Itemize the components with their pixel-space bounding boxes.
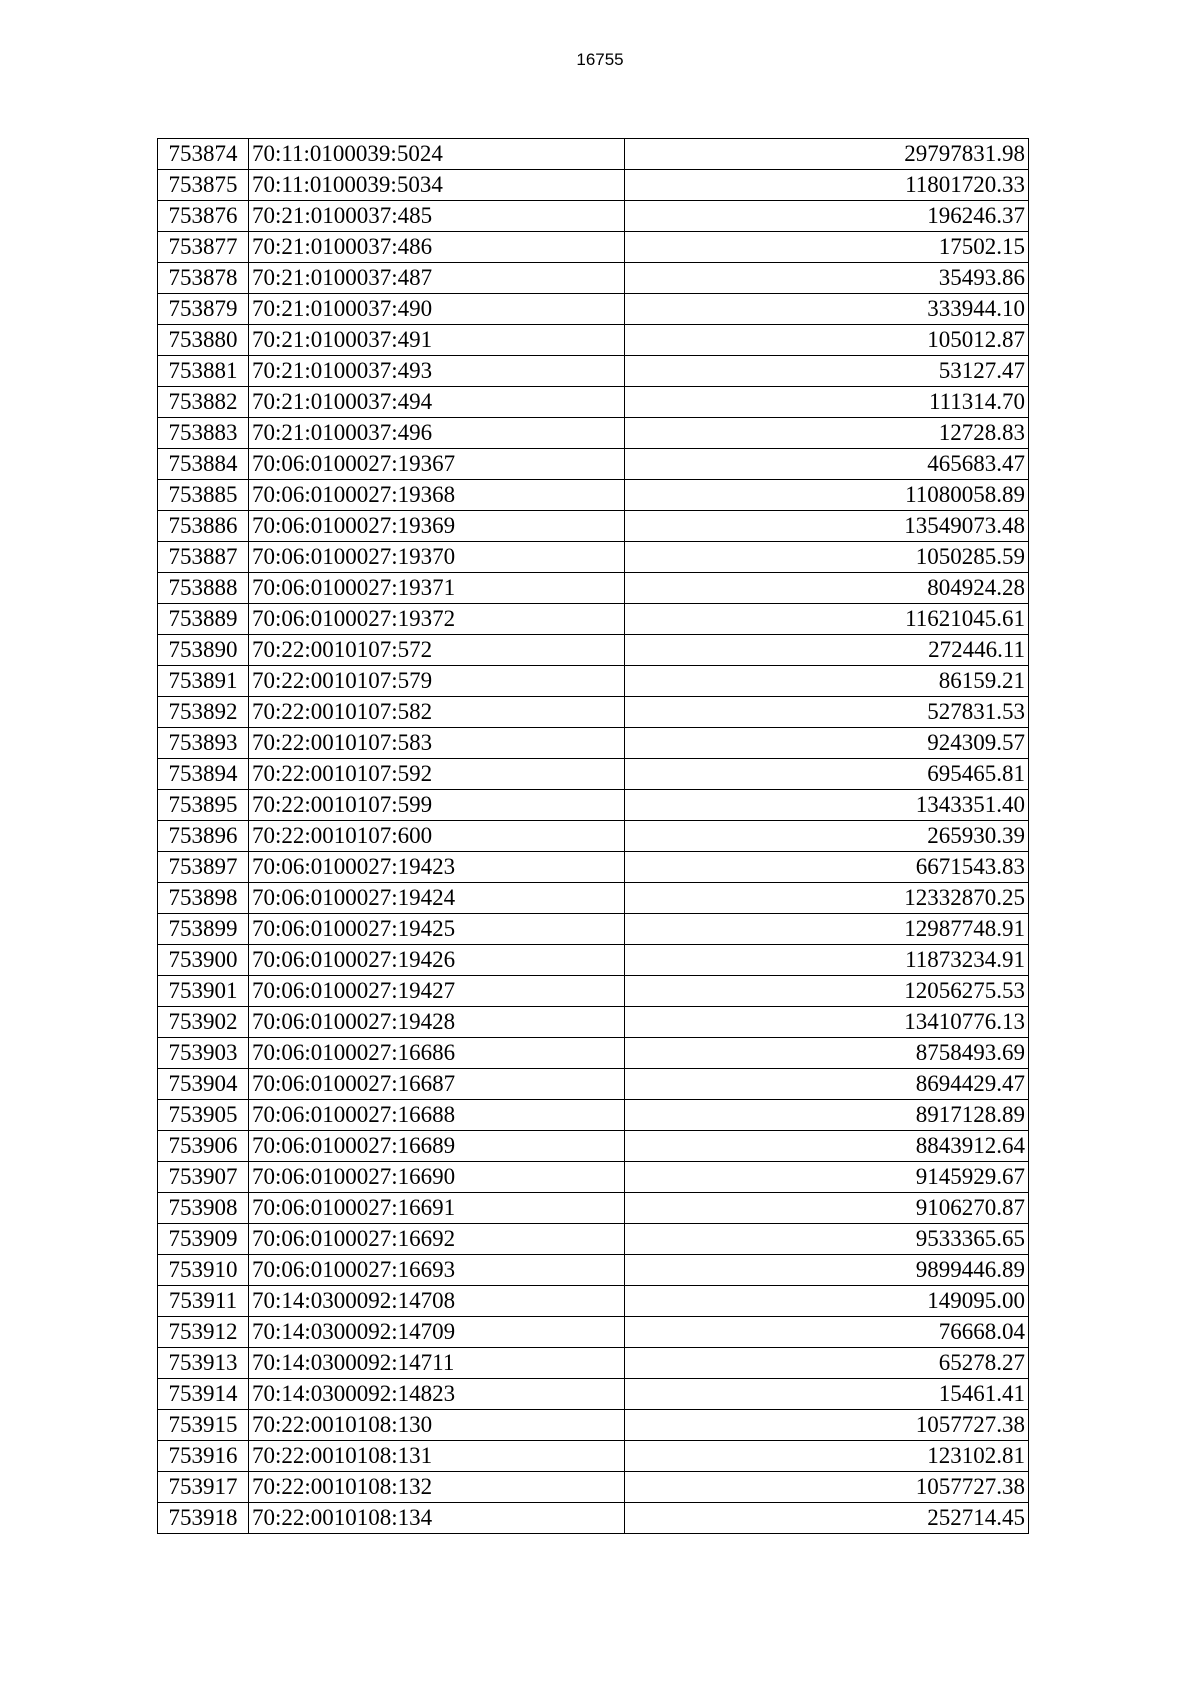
cadastral-number-cell: 70:06:0100027:19367 (249, 449, 625, 480)
cadastral-value-cell: 12332870.25 (625, 883, 1029, 914)
cadastral-number-cell: 70:21:0100037:486 (249, 232, 625, 263)
table-row (158, 1224, 1029, 1255)
cadastral-number-cell: 70:06:0100027:16690 (249, 1162, 625, 1193)
row-number-cell: 753902 (158, 1007, 249, 1038)
cadastral-value-cell: 29797831.98 (625, 139, 1029, 170)
cadastral-value-cell: 1050285.59 (625, 542, 1029, 573)
row-number-cell: 753891 (158, 666, 249, 697)
table-row (158, 604, 1029, 635)
table-row (158, 1131, 1029, 1162)
cadastral-value-cell: 12056275.53 (625, 976, 1029, 1007)
cadastral-value-cell: 11080058.89 (625, 480, 1029, 511)
cadastral-value-cell: 8758493.69 (625, 1038, 1029, 1069)
cadastral-number-cell: 70:21:0100037:491 (249, 325, 625, 356)
row-number-cell: 753888 (158, 573, 249, 604)
table-row (158, 1193, 1029, 1224)
row-number-cell: 753884 (158, 449, 249, 480)
row-number-cell: 753886 (158, 511, 249, 542)
table-row (158, 263, 1029, 294)
cadastral-number-cell: 70:06:0100027:16688 (249, 1100, 625, 1131)
cadastral-number-cell: 70:06:0100027:16692 (249, 1224, 625, 1255)
cadastral-value-cell: 804924.28 (625, 573, 1029, 604)
cadastral-number-cell: 70:21:0100037:490 (249, 294, 625, 325)
cadastral-number-cell: 70:11:0100039:5034 (249, 170, 625, 201)
cadastral-value-cell: 333944.10 (625, 294, 1029, 325)
cadastral-number-cell: 70:06:0100027:19423 (249, 852, 625, 883)
cadastral-value-cell: 8917128.89 (625, 1100, 1029, 1131)
cadastral-value-cell: 35493.86 (625, 263, 1029, 294)
table-row (158, 573, 1029, 604)
table-row (158, 790, 1029, 821)
table-row (158, 1162, 1029, 1193)
table-row (158, 635, 1029, 666)
table-row (158, 1472, 1029, 1503)
row-number-cell: 753883 (158, 418, 249, 449)
row-number-cell: 753913 (158, 1348, 249, 1379)
row-number-cell: 753893 (158, 728, 249, 759)
table-row (158, 1038, 1029, 1069)
cadastral-value-cell: 17502.15 (625, 232, 1029, 263)
cadastral-value-cell: 6671543.83 (625, 852, 1029, 883)
table-row (158, 480, 1029, 511)
cadastral-value-cell: 1057727.38 (625, 1472, 1029, 1503)
cadastral-value-cell: 111314.70 (625, 387, 1029, 418)
table-row (158, 139, 1029, 170)
cadastral-number-cell: 70:14:0300092:14708 (249, 1286, 625, 1317)
table-row (158, 821, 1029, 852)
row-number-cell: 753915 (158, 1410, 249, 1441)
cadastral-number-cell: 70:22:0010108:132 (249, 1472, 625, 1503)
row-number-cell: 753903 (158, 1038, 249, 1069)
row-number-cell: 753887 (158, 542, 249, 573)
table-row (158, 1255, 1029, 1286)
row-number-cell: 753905 (158, 1100, 249, 1131)
cadastral-value-cell: 9106270.87 (625, 1193, 1029, 1224)
cadastral-value-cell: 924309.57 (625, 728, 1029, 759)
cadastral-number-cell: 70:06:0100027:19369 (249, 511, 625, 542)
cadastral-number-cell: 70:06:0100027:19371 (249, 573, 625, 604)
table-row (158, 387, 1029, 418)
cadastral-value-cell: 12987748.91 (625, 914, 1029, 945)
table-row (158, 759, 1029, 790)
row-number-cell: 753878 (158, 263, 249, 294)
cadastral-number-cell: 70:14:0300092:14711 (249, 1348, 625, 1379)
cadastral-number-cell: 70:06:0100027:16693 (249, 1255, 625, 1286)
row-number-cell: 753889 (158, 604, 249, 635)
row-number-cell: 753897 (158, 852, 249, 883)
row-number-cell: 753904 (158, 1069, 249, 1100)
table-row (158, 1100, 1029, 1131)
cadastral-number-cell: 70:21:0100037:487 (249, 263, 625, 294)
cadastral-number-cell: 70:22:0010107:600 (249, 821, 625, 852)
table-row (158, 294, 1029, 325)
table-row (158, 914, 1029, 945)
row-number-cell: 753899 (158, 914, 249, 945)
table-row (158, 666, 1029, 697)
cadastral-value-cell: 11873234.91 (625, 945, 1029, 976)
row-number-cell: 753908 (158, 1193, 249, 1224)
cadastral-value-cell: 123102.81 (625, 1441, 1029, 1472)
cadastral-number-cell: 70:06:0100027:19368 (249, 480, 625, 511)
table-row (158, 728, 1029, 759)
cadastral-value-cell: 9899446.89 (625, 1255, 1029, 1286)
cadastral-number-cell: 70:21:0100037:485 (249, 201, 625, 232)
cadastral-number-cell: 70:14:0300092:14823 (249, 1379, 625, 1410)
cadastral-value-cell: 9145929.67 (625, 1162, 1029, 1193)
cadastral-number-cell: 70:06:0100027:19370 (249, 542, 625, 573)
cadastral-number-cell: 70:11:0100039:5024 (249, 139, 625, 170)
table-row (158, 418, 1029, 449)
cadastral-value-cell: 265930.39 (625, 821, 1029, 852)
table-row (158, 1069, 1029, 1100)
cadastral-number-cell: 70:06:0100027:19424 (249, 883, 625, 914)
row-number-cell: 753912 (158, 1317, 249, 1348)
cadastral-number-cell: 70:06:0100027:19427 (249, 976, 625, 1007)
row-number-cell: 753894 (158, 759, 249, 790)
table-row (158, 1441, 1029, 1472)
table-row (158, 1348, 1029, 1379)
cadastral-value-cell: 12728.83 (625, 418, 1029, 449)
row-number-cell: 753892 (158, 697, 249, 728)
cadastral-value-cell: 11621045.61 (625, 604, 1029, 635)
table-row (158, 170, 1029, 201)
cadastral-value-cell: 272446.11 (625, 635, 1029, 666)
table-row (158, 852, 1029, 883)
cadastral-number-cell: 70:22:0010107:592 (249, 759, 625, 790)
cadastral-number-cell: 70:22:0010108:134 (249, 1503, 625, 1534)
table-row (158, 542, 1029, 573)
cadastral-number-cell: 70:06:0100027:16686 (249, 1038, 625, 1069)
row-number-cell: 753877 (158, 232, 249, 263)
cadastral-number-cell: 70:21:0100037:493 (249, 356, 625, 387)
cadastral-value-cell: 53127.47 (625, 356, 1029, 387)
cadastral-value-cell: 465683.47 (625, 449, 1029, 480)
row-number-cell: 753875 (158, 170, 249, 201)
cadastral-value-cell: 65278.27 (625, 1348, 1029, 1379)
row-number-cell: 753879 (158, 294, 249, 325)
row-number-cell: 753896 (158, 821, 249, 852)
cadastral-value-cell: 527831.53 (625, 697, 1029, 728)
row-number-cell: 753918 (158, 1503, 249, 1534)
cadastral-value-cell: 8843912.64 (625, 1131, 1029, 1162)
table-row (158, 511, 1029, 542)
cadastral-number-cell: 70:22:0010108:131 (249, 1441, 625, 1472)
table-row (158, 1317, 1029, 1348)
cadastral-number-cell: 70:06:0100027:19425 (249, 914, 625, 945)
row-number-cell: 753909 (158, 1224, 249, 1255)
cadastral-number-cell: 70:21:0100037:496 (249, 418, 625, 449)
table-row (158, 449, 1029, 480)
cadastral-value-cell: 105012.87 (625, 325, 1029, 356)
row-number-cell: 753881 (158, 356, 249, 387)
row-number-cell: 753907 (158, 1162, 249, 1193)
cadastral-value-cell: 149095.00 (625, 1286, 1029, 1317)
page-number: 16755 (576, 50, 624, 69)
cadastral-number-cell: 70:06:0100027:16691 (249, 1193, 625, 1224)
cadastral-number-cell: 70:06:0100027:16687 (249, 1069, 625, 1100)
table-row (158, 1007, 1029, 1038)
row-number-cell: 753901 (158, 976, 249, 1007)
cadastral-number-cell: 70:22:0010107:579 (249, 666, 625, 697)
cadastral-value-cell: 9533365.65 (625, 1224, 1029, 1255)
cadastral-number-cell: 70:06:0100027:19372 (249, 604, 625, 635)
cadastral-value-cell: 1343351.40 (625, 790, 1029, 821)
table-row (158, 325, 1029, 356)
row-number-cell: 753917 (158, 1472, 249, 1503)
table-row (158, 201, 1029, 232)
cadastral-value-cell: 13549073.48 (625, 511, 1029, 542)
cadastral-number-cell: 70:14:0300092:14709 (249, 1317, 625, 1348)
cadastral-value-cell: 86159.21 (625, 666, 1029, 697)
cadastral-value-cell: 15461.41 (625, 1379, 1029, 1410)
row-number-cell: 753906 (158, 1131, 249, 1162)
table-row (158, 1410, 1029, 1441)
table-row (158, 945, 1029, 976)
cadastral-number-cell: 70:22:0010108:130 (249, 1410, 625, 1441)
cadastral-number-cell: 70:22:0010107:572 (249, 635, 625, 666)
cadastral-number-cell: 70:22:0010107:582 (249, 697, 625, 728)
table-row (158, 1286, 1029, 1317)
row-number-cell: 753900 (158, 945, 249, 976)
row-number-cell: 753910 (158, 1255, 249, 1286)
table-row (158, 883, 1029, 914)
cadastral-value-table (157, 138, 1029, 1534)
cadastral-value-cell: 196246.37 (625, 201, 1029, 232)
row-number-cell: 753882 (158, 387, 249, 418)
cadastral-value-cell: 76668.04 (625, 1317, 1029, 1348)
row-number-cell: 753890 (158, 635, 249, 666)
row-number-cell: 753911 (158, 1286, 249, 1317)
row-number-cell: 753898 (158, 883, 249, 914)
cadastral-number-cell: 70:06:0100027:16689 (249, 1131, 625, 1162)
table-row (158, 1503, 1029, 1534)
cadastral-number-cell: 70:06:0100027:19428 (249, 1007, 625, 1038)
table-row (158, 976, 1029, 1007)
row-number-cell: 753895 (158, 790, 249, 821)
table-body (158, 139, 1029, 1534)
row-number-cell: 753914 (158, 1379, 249, 1410)
cadastral-value-cell: 13410776.13 (625, 1007, 1029, 1038)
cadastral-value-cell: 252714.45 (625, 1503, 1029, 1534)
table-row (158, 356, 1029, 387)
row-number-cell: 753885 (158, 480, 249, 511)
cadastral-number-cell: 70:22:0010107:583 (249, 728, 625, 759)
table-row (158, 232, 1029, 263)
cadastral-number-cell: 70:06:0100027:19426 (249, 945, 625, 976)
row-number-cell: 753874 (158, 139, 249, 170)
cadastral-value-cell: 1057727.38 (625, 1410, 1029, 1441)
row-number-cell: 753880 (158, 325, 249, 356)
row-number-cell: 753876 (158, 201, 249, 232)
table-row (158, 1379, 1029, 1410)
cadastral-number-cell: 70:22:0010107:599 (249, 790, 625, 821)
cadastral-number-cell: 70:21:0100037:494 (249, 387, 625, 418)
row-number-cell: 753916 (158, 1441, 249, 1472)
cadastral-value-cell: 695465.81 (625, 759, 1029, 790)
table-row (158, 697, 1029, 728)
cadastral-value-cell: 8694429.47 (625, 1069, 1029, 1100)
cadastral-value-cell: 11801720.33 (625, 170, 1029, 201)
